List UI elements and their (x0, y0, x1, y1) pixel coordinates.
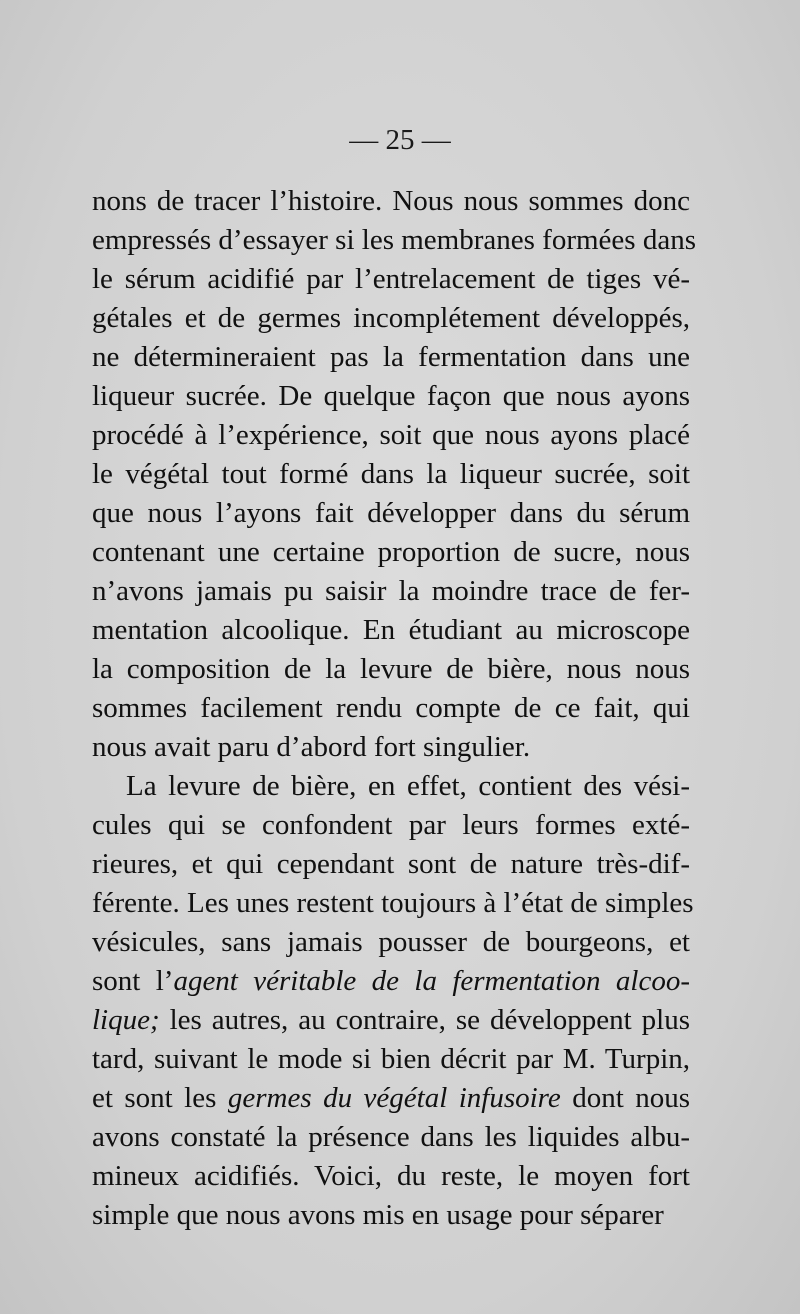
body-text (92, 182, 696, 1235)
text-line (92, 806, 690, 845)
text-span: ne détermineraient pas la fermentation dans une (92, 341, 690, 373)
text-span: dont nous (560, 1082, 690, 1114)
text-span: rieures, et qui cependant sont de nature très-dif- (92, 848, 690, 880)
text-span: empressés d’essayer si les membranes formées dans (92, 224, 696, 256)
text-span: vésicules, sans jamais pousser de bourgeons, et (92, 926, 690, 958)
text-span: procédé à l’expérience, soit que nous ayons placé (92, 419, 690, 451)
text-span: le sérum acidifié par l’entrelacement de tiges vé- (92, 263, 690, 295)
text-line (92, 1001, 690, 1040)
text-span: la composition de la levure de bière, nous nous (92, 653, 690, 685)
text-span: contenant une certaine proportion de sucre, nous (92, 536, 690, 568)
text-span: férente. Les unes restent toujours à l’état de simples (92, 887, 694, 919)
text-span: tard, suivant le mode si bien décrit par M. Turpin, (92, 1043, 690, 1075)
text-line (92, 962, 690, 1001)
text-span: les autres, au contraire, se développent plus (159, 1004, 690, 1036)
text-line (92, 533, 690, 572)
text-span: sommes facilement rendu compte de ce fait, qui (92, 692, 690, 724)
text-span: et sont les (92, 1082, 228, 1114)
text-span: le végétal tout formé dans la liqueur sucrée, soit (92, 458, 690, 490)
text-span: mineux acidifiés. Voici, du reste, le moyen fort (92, 1160, 690, 1192)
page-number: — 25 — (349, 124, 451, 156)
text-span: n’avons jamais pu saisir la moindre trace de fer- (92, 575, 690, 607)
italic-text: agent véritable de la fermentation alcoo- (173, 965, 691, 997)
text-line (92, 494, 690, 533)
text-line (92, 650, 690, 689)
text-span: La levure de bière, en effet, contient des vési- (126, 770, 690, 802)
text-line (92, 572, 690, 611)
text-line (92, 845, 690, 884)
text-line (92, 377, 690, 416)
text-line (92, 767, 690, 806)
text-line (92, 1157, 690, 1196)
text-line (92, 182, 690, 221)
text-span: nous avait paru d’abord fort singulier. (92, 731, 531, 763)
text-span: simple que nous avons mis en usage pour séparer (92, 1199, 664, 1231)
text-span: mentation alcoolique. En étudiant au microscope (92, 614, 690, 646)
text-line (92, 1079, 690, 1118)
text-line (92, 1118, 690, 1157)
text-line (92, 416, 690, 455)
text-span: sont l’ (92, 965, 174, 997)
italic-text: lique; (92, 1004, 160, 1036)
text-line (92, 1040, 690, 1079)
text-line (92, 689, 690, 728)
text-line (92, 338, 690, 377)
text-line (92, 884, 694, 923)
text-span: liqueur sucrée. De quelque façon que nous ayons (92, 380, 690, 412)
text-line (92, 260, 690, 299)
text-line (92, 923, 690, 962)
text-span: cules qui se confondent par leurs formes exté- (92, 809, 690, 841)
text-line (92, 611, 690, 650)
text-line (92, 1196, 690, 1235)
text-line (92, 455, 690, 494)
text-span: gétales et de germes incomplétement développés, (92, 302, 690, 334)
text-span: avons constaté la présence dans les liquides albu- (92, 1121, 690, 1153)
italic-text: germes du végétal infusoire (227, 1082, 561, 1114)
text-span: que nous l’ayons fait développer dans du sérum (92, 497, 690, 529)
text-span: nons de tracer l’histoire. Nous nous sommes donc (92, 185, 690, 217)
text-line (92, 728, 690, 767)
text-line (92, 221, 696, 260)
text-line (92, 299, 690, 338)
